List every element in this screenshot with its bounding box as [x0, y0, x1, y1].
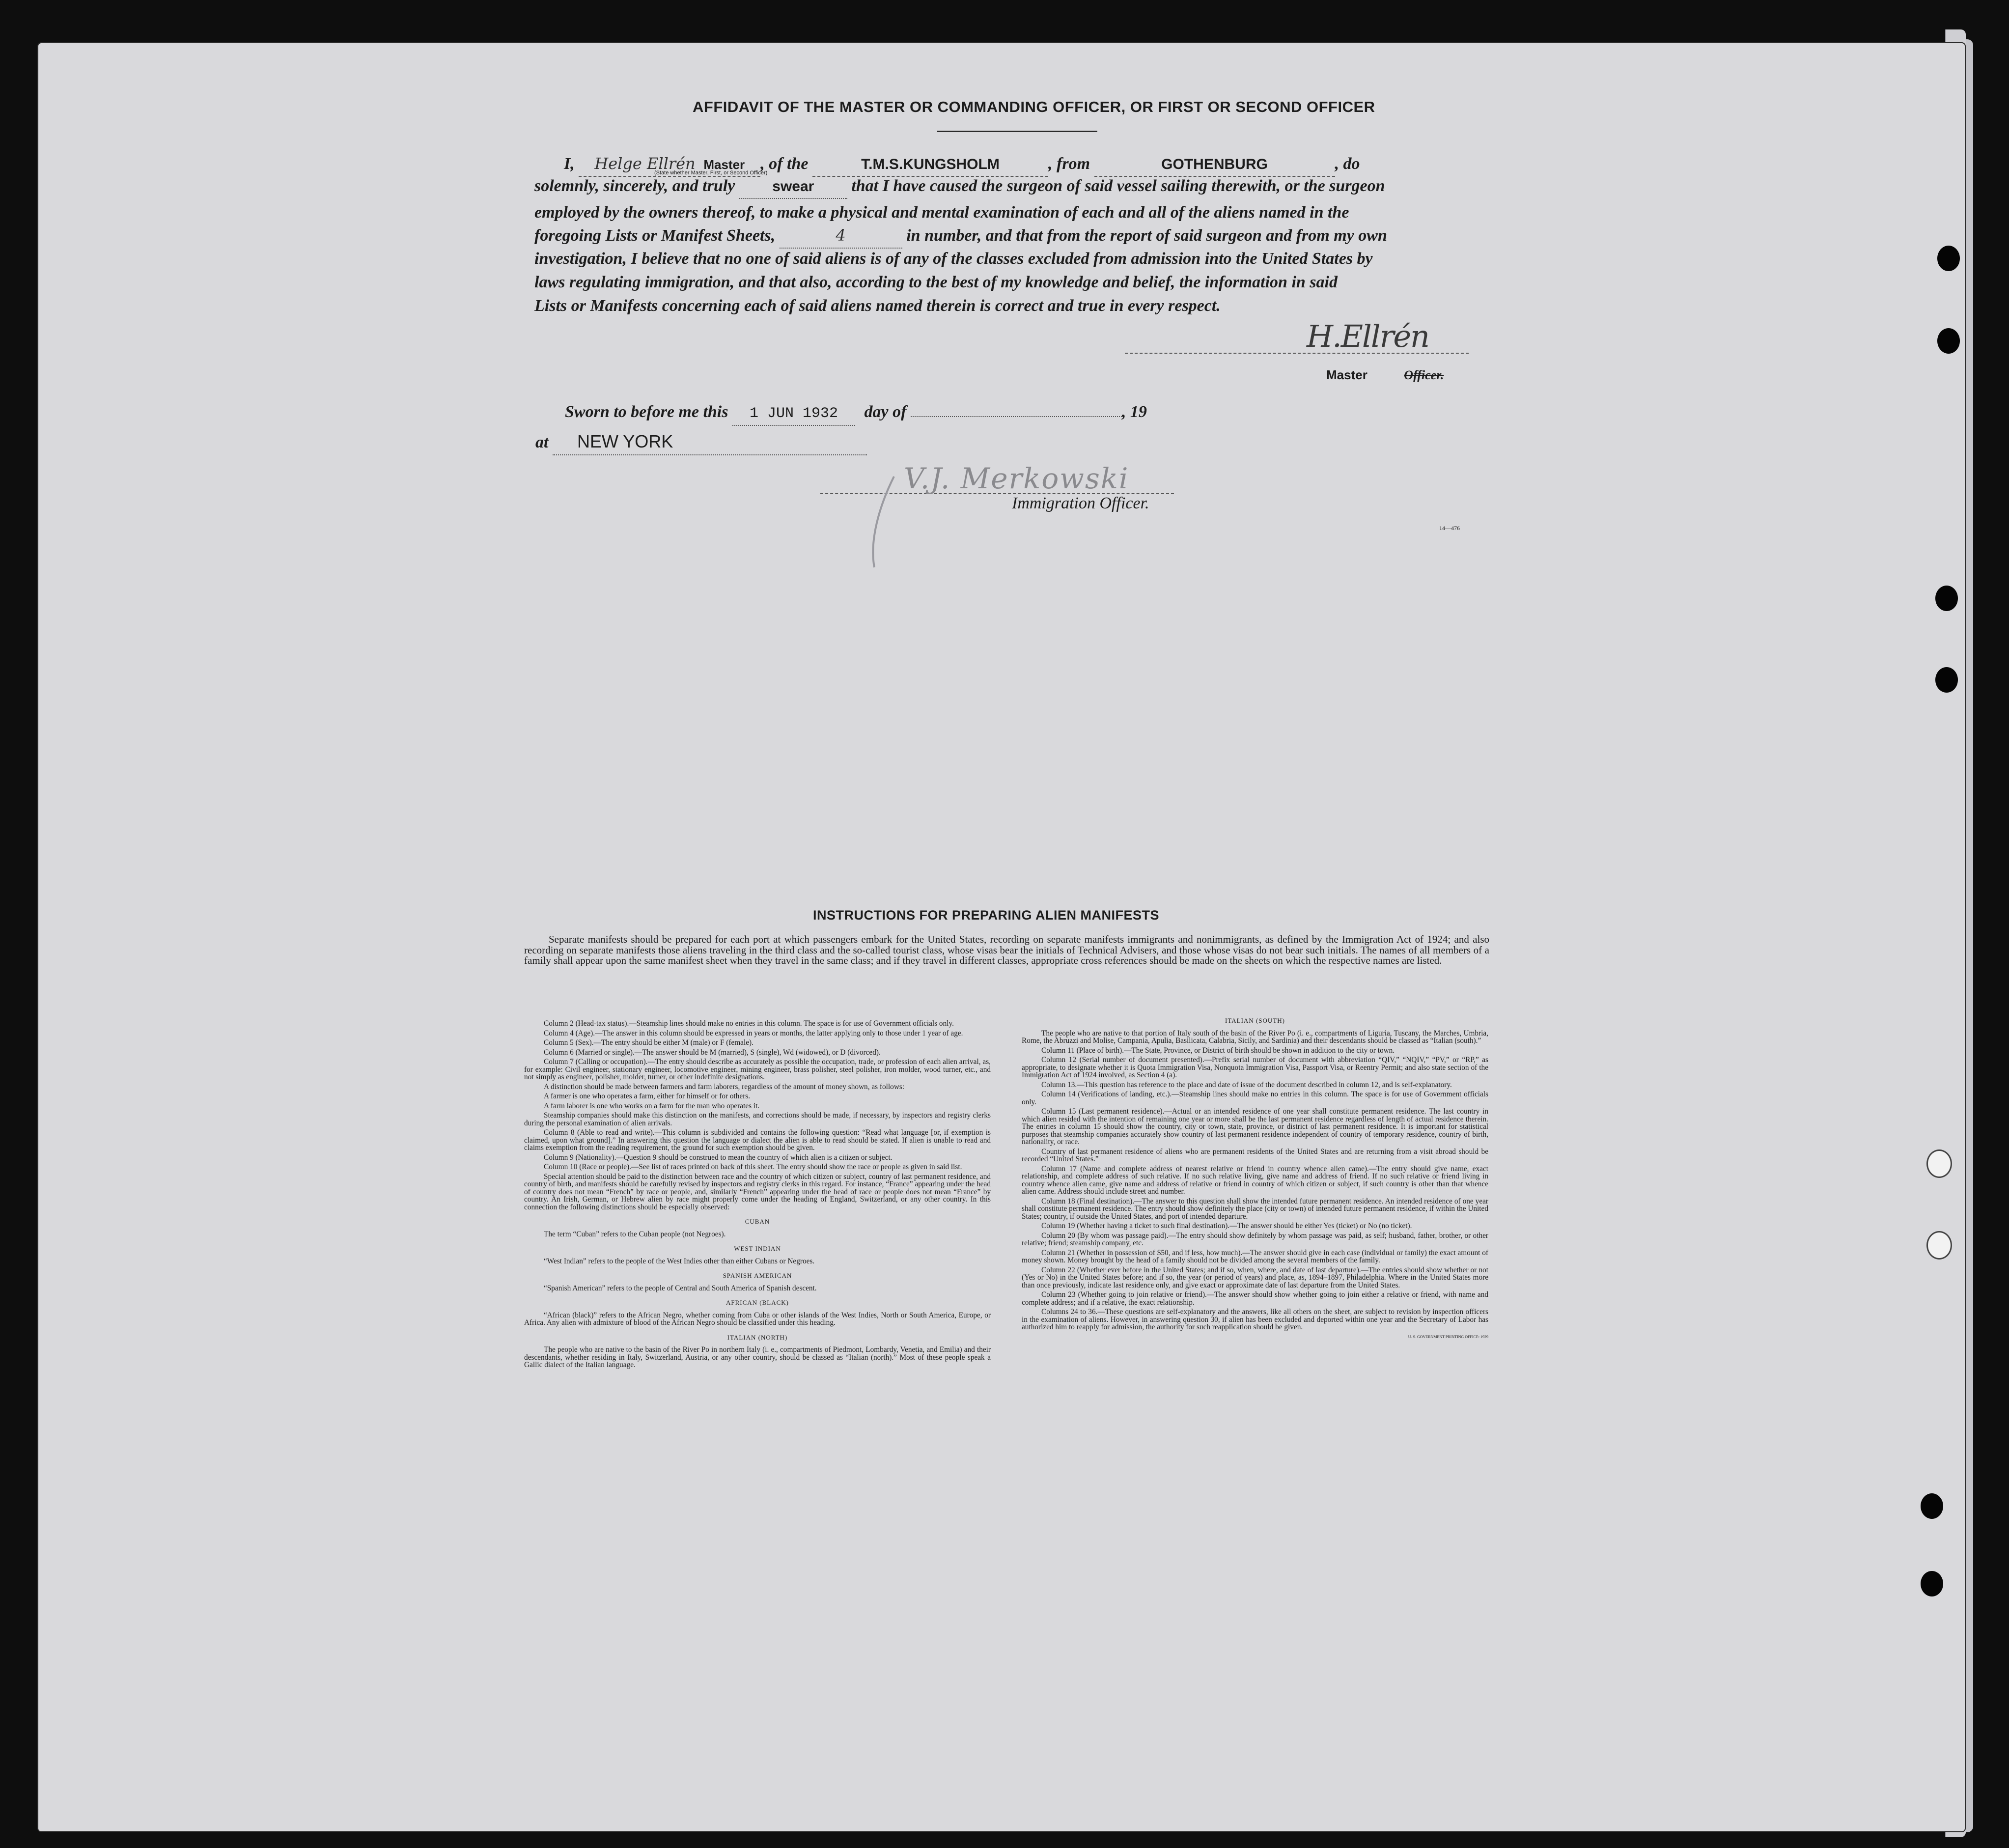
left-para: Column 8 (Able to read and write).—This column is subdivided and contains the following question: “Read what language [or, if exemption is claimed, upon what ground].” In answering this question the language or dialect the alien is able to read should be stated. If alien is unable to read and claims exemption from the reading requirement, the ground for such exemption should be given. — [524, 1128, 991, 1152]
left-para: Column 7 (Calling or occupation).—The entry should describe as accurately as possible the occupation, trade, or profession of each alien arrival, as, for example: Civil engineer, stationary engineer, locomotive engineer, mining engineer, brass polisher, steel polisher, iron molder, wood turner, etc., and not simply as engineer, polisher, molder, turner, or other indefinite designations. — [524, 1058, 991, 1081]
signer-title-officer: Officer. — [1404, 368, 1444, 382]
departure-port: GOTHENBURG — [1161, 156, 1268, 172]
affidavit-line-4 — [534, 224, 1492, 249]
right-para: Column 17 (Name and complete address of nearest relative or friend in country whence alien came).—The entry should give name, exact relationship, and complete address of such relative. If no such relative living, give name and address of friend. If no such relative or friend living in country whence alien came, give name and address of relative or friend in country of which citizen or subject, if such country is other than that whence alien came. Address should include street and number. — [1022, 1164, 1488, 1196]
italian-north-text: The people who are native to the basin of the River Po in northern Italy (i. e., compartments of Piedmont, Lombardy, Venetia, and Emilia) and their descendants, whether residing in Italy, Switzerland, Austria, or any other country, should be classed as “Italian (north).” Most of these people speak a Gallic dialect of the Italian language. — [524, 1345, 991, 1369]
right-para: Column 15 (Last permanent residence).—Actual or an intended residence of one year shall constitute permanent residence. The last country in which alien resided with the intention of remaining one year or more shall be the last permanent residence regardless of length of actual residence therein. The entries in column 15 should show the country, city or town, state, province, or district of last permanent residence. It is important for statistical purposes that steamship companies accurately show country of last permanent residence independent of country of temporary residence, country of birth, nationality, or race. — [1022, 1107, 1488, 1146]
line1-i: I, — [564, 155, 575, 173]
left-para: Steamship companies should make this distinction on the manifests, and corrections should be made, if necessary, by inspectors and registry clerks during the personal examination of alien arrivals. — [524, 1111, 991, 1127]
sworn-text: Sworn to before me this — [565, 403, 728, 421]
african-text: “African (black)” refers to the African Negro, whether coming from Cuba or other islands of the West Indies, North or South America, Europe, or Africa. Any alien with admixture of blood of the African Negro should be classified under this heading. — [524, 1311, 991, 1327]
sworn-place: NEW YORK — [577, 431, 673, 451]
immigration-officer-label: Immigration Officer. — [1012, 494, 1149, 512]
rank-hint: (State whether Master, First, or Second Officer) — [654, 170, 768, 176]
left-para: Column 9 (Nationality).—Question 9 should be construed to mean the country of which alien is a citizen or subject. — [544, 1153, 893, 1162]
right-para: Column 19 (Whether having a ticket to such final destination).—The answer should be either Yes (ticket) or No (no ticket). — [1041, 1222, 1412, 1230]
punch-hole — [1926, 1149, 1952, 1178]
affidavit-line-5: investigation, I believe that no one of said aliens is of any of the classes excluded from admission into the United States by — [534, 250, 1373, 268]
punch-hole — [1921, 1571, 1943, 1596]
day-of-text: day of — [864, 403, 907, 421]
vessel-name: T.M.S.KUNGSHOLM — [861, 156, 1000, 172]
right-para: Column 22 (Whether ever before in the United States; and if so, when, where, and date of last departure).—The entries should show whether or not (Yes or No) in the United States before; and if so, the year (or period of years) and place, as, 1894–1897, Philadelphia. Where in the United States more than once previously, indicate last residence only, and give exact or approximate date of last departure from the United States. — [1022, 1265, 1488, 1289]
heading-spanish-american: SPANISH AMERICAN — [723, 1272, 792, 1279]
punch-hole — [1935, 586, 1958, 611]
left-para: Special attention should be paid to the distinction between race and the country of which citizen or subject, country of last permanent residence, and country of birth, and manifests should be carefully revised by inspectors and registry clerks in this regard. For instance, “France” appearing under the head of country does not mean “French” by race or people, and, similarly “French” appearing under the head of race or people does not mean “France” by country. An Irish, German, or Hebrew alien by race might properly come under the heading of England, Switzerland, or any other country. In this connection the following distinctions should be especially observed: — [524, 1172, 991, 1211]
officer-rank: Master — [703, 157, 745, 172]
from-text: , from — [1048, 155, 1090, 173]
west-indian-text: “West Indian” refers to the people of the West Indies other than either Cubans or Negroes. — [544, 1257, 815, 1265]
place-line — [535, 430, 1493, 455]
officer-name: Helge Ellrén — [594, 154, 696, 173]
punch-hole — [1937, 246, 1960, 271]
left-para: A farmer is one who operates a farm, either for himself or for others. — [544, 1092, 751, 1100]
right-para: The people who are native to that portion of Italy south of the basin of the River Po (i. e., compartments of Liguria, Tuscany, the Marches, Umbria, Rome, the Abruzzi and Molise, Campania, Apulia, Basilicata, Calabria, Sicily, and Sardinia) and their descendants should be classed as “Italian (south).” — [1022, 1029, 1488, 1045]
immigration-officer-signature — [820, 462, 1184, 570]
line4-b: in number, and that from the report of said surgeon and from my own — [906, 226, 1387, 245]
punch-hole — [1937, 328, 1960, 354]
year-prefix: , 19 — [1121, 403, 1147, 421]
heading-italian-north: ITALIAN (NORTH) — [727, 1333, 788, 1341]
right-para: Column 23 (Whether going to join relative or friend).—The answer should show whether going to join either a relative or friend, with name and complete address; and if a relative, the exact relationship. — [1022, 1290, 1488, 1307]
right-para: Column 11 (Place of birth).—The State, Province, or District of birth should be shown in addition to the city or town. — [1041, 1046, 1395, 1055]
left-para: Column 4 (Age).—The answer in this column should be expressed in years or months, the latter applying only to those under 1 year of age. — [544, 1029, 963, 1037]
do-text: , do — [1335, 155, 1360, 173]
signer-title — [1326, 367, 1444, 383]
instructions-intro: Separate manifests should be prepared for each port at which passengers embark for the United States, recording on separate manifests immigrants and nonimmigrants, as defined by the Immigration Act of 1924; and also recording on separate manifests those aliens traveling in the third class and the so-called tourist class, whose visas bear the initials of Technical Advisers, and those whose visas do not bear such initials. The names of all members of a family shall appear upon the same manifest sheet when they travel in the same class; and if they travel in different classes, appropriate cross references should be made on the sheets on which the respective names are listed. — [524, 933, 1489, 966]
line4-a: foregoing Lists or Manifest Sheets, — [534, 226, 776, 245]
heading-italian-south: ITALIAN (SOUTH) — [1225, 1017, 1285, 1024]
master-signature-text: H.Ellrén — [1307, 318, 1429, 354]
right-para: Column 14 (Verifications of landing, etc.).—Steamship lines should make no entries in this column. The space is for use of Government officials only. — [1022, 1090, 1488, 1106]
right-para: Column 18 (Final destination).—The answer to this question shall show the intended future permanent residence. An intended residence of one year shall constitute permanent residence. The entry should show definitely the place (city or town) of intended future permanent residence, if within the United States; country, if outside the United States, and port of intended departure. — [1022, 1197, 1488, 1221]
left-para: Column 5 (Sex).—The entry should be either M (male) or F (female). — [544, 1038, 753, 1047]
vessel-field — [812, 153, 1048, 177]
right-para: Columns 24 to 36.—These questions are self-explanatory and the answers, like all others on the sheet, are subject to revision by inspection officers in the examination of aliens. However, in answering question 30, if alien has been excluded and deported within one year and the Secretary of Labor has authorized him to reapply for admission, the authority for such reapplication should be given. — [1022, 1308, 1488, 1331]
month-field — [911, 416, 1122, 417]
sworn-date: 1 JUN 1932 — [749, 405, 838, 422]
signature-stroke — [820, 462, 1184, 570]
place-field — [553, 430, 867, 455]
left-para: Column 6 (Married or single).—The answer should be M (married), S (single), Wd (widowed), or D (divorced). — [544, 1048, 881, 1057]
heading-cuban: CUBAN — [745, 1218, 770, 1225]
affidavit-line-7: Lists or Manifests concerning each of said aliens named therein is correct and true in every respect. — [534, 297, 1221, 315]
left-para: Column 10 (Race or people).—See list of races printed on back of this sheet. The entry should show the race or people as given in said list. — [544, 1163, 962, 1171]
heading-west-indian: WEST INDIAN — [734, 1245, 781, 1252]
instructions-left-column — [524, 1020, 991, 1371]
printer-imprint: U. S. GOVERNMENT PRINTING OFFICE: 1929 — [1408, 1334, 1488, 1339]
sheets-field — [780, 224, 902, 249]
affidavit-line-3: employed by the owners thereof, to make a physical and mental examination of each and all of the aliens named in the — [534, 203, 1349, 222]
spanish-american-text: “Spanish American” refers to the people of Central and South America of Spanish descent. — [544, 1284, 817, 1292]
signer-title-master: Master — [1326, 367, 1367, 382]
line2-b: that I have caused the surgeon of said vessel sailing therewith, or the surgeon — [851, 177, 1385, 195]
punch-hole — [1921, 1493, 1943, 1519]
affidavit-line-2 — [534, 175, 1492, 199]
oath-word: swear — [772, 178, 814, 195]
right-para: Column 13.—This question has reference to the place and date of issue of the document described in column 12, and is self-explanatory. — [1041, 1080, 1452, 1089]
affidavit-title: AFFIDAVIT OF THE MASTER OR COMMANDING OFFICER, OR FIRST OR SECOND OFFICER — [693, 98, 1375, 115]
officer-signature-text: V.J. Merkowski — [904, 462, 1129, 495]
heading-african: AFRICAN (BLACK) — [725, 1299, 789, 1306]
port-field — [1094, 153, 1335, 177]
punch-hole — [1926, 1231, 1952, 1260]
master-signature — [1125, 314, 1498, 359]
left-para: Column 2 (Head-tax status).—Steamship lines should make no entries in this column. The space is for use of Government officials only. — [544, 1019, 954, 1028]
right-para: Column 12 (Serial number of document presented).—Prefix serial number of document with abbreviation “QIV,” “NQIV,” “PV,” or “RP,” as appropriate, to designate whether it is Quota Immigration Visa, Nonquota Immigration Visa, Passport Visa, or Reentry Permit; and also state section of the Immigration Act of 1924 involved, as Section 4 (a). — [1022, 1056, 1488, 1079]
left-para: A farm laborer is one who works on a farm for the man who operates it. — [544, 1101, 760, 1110]
sworn-date-field — [732, 401, 855, 426]
of-the-text: , of the — [760, 155, 809, 173]
instructions-title: INSTRUCTIONS FOR PREPARING ALIEN MANIFESTS — [813, 908, 1160, 923]
right-para: Column 20 (By whom was passage paid).—The entry should show definitely by whom passage was paid, as self; husband, father, brother, or other relative; friend; steamship company, etc. — [1022, 1231, 1488, 1247]
cuban-text: The term “Cuban” refers to the Cuban people (not Negroes). — [544, 1230, 726, 1238]
sheet-count: 4 — [836, 226, 846, 245]
instructions-right-column — [1022, 1017, 1488, 1341]
right-para: Column 21 (Whether in possession of $50, and if less, how much).—The answer should give in each case (individual or family) the exact amount of money shown. Money brought by the head of a family should not be divided among the several members of the family. — [1022, 1248, 1488, 1264]
punch-hole — [1935, 667, 1958, 693]
line2-a: solemnly, sincerely, and truly — [534, 177, 735, 195]
title-rule — [937, 131, 1097, 132]
form-number: 14—476 — [1439, 525, 1460, 532]
right-para: Country of last permanent residence of aliens who are permanent residents of the United States and are returning from a visit abroad should be recorded “United States.” — [1022, 1147, 1488, 1163]
left-para: A distinction should be made between farmers and farm laborers, regardless of the amount of money shown, as follows: — [544, 1082, 905, 1091]
affidavit-line-6: laws regulating immigration, and that also, according to the best of my knowledge and belief, the information in said — [534, 273, 1338, 291]
oath-field — [739, 175, 847, 199]
at-text: at — [535, 433, 549, 451]
sworn-line — [565, 401, 1523, 426]
